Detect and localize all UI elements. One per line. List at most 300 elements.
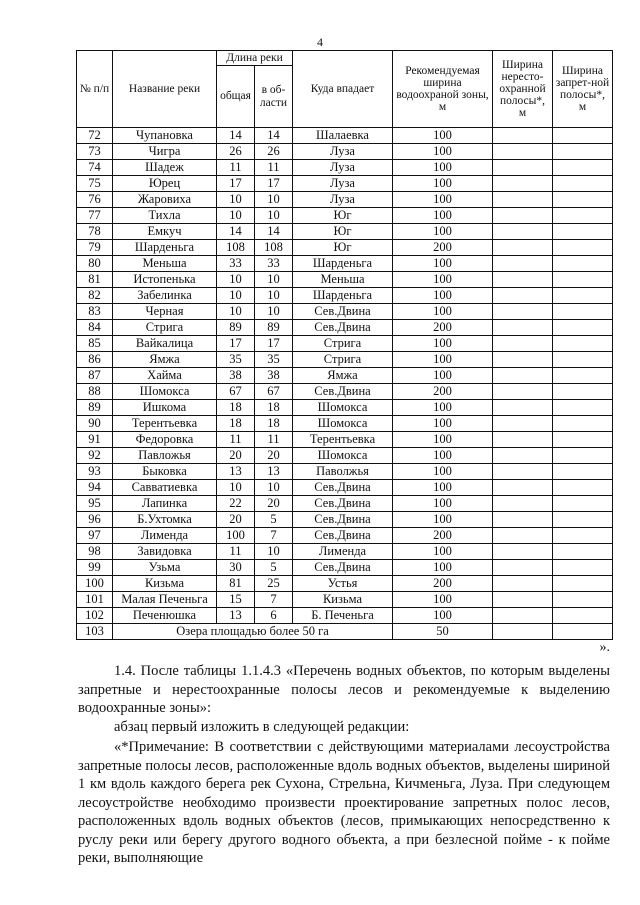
cell-num: 74 bbox=[77, 160, 113, 176]
header-num: № п/п bbox=[77, 51, 113, 128]
cell-num: 80 bbox=[77, 256, 113, 272]
cell-name: Быковка bbox=[113, 464, 217, 480]
cell-forbidden bbox=[553, 592, 613, 608]
cell-length-total: 10 bbox=[217, 208, 255, 224]
cell-mouth: Юг bbox=[293, 240, 393, 256]
cell-length-region: 33 bbox=[255, 256, 293, 272]
cell-num: 87 bbox=[77, 368, 113, 384]
cell-num: 86 bbox=[77, 352, 113, 368]
cell-name: Ямжа bbox=[113, 352, 217, 368]
cell-length-total: 10 bbox=[217, 288, 255, 304]
table-row bbox=[77, 352, 613, 368]
cell-length-total: 10 bbox=[217, 304, 255, 320]
cell-name: Забелинка bbox=[113, 288, 217, 304]
cell-non-protect bbox=[493, 128, 553, 144]
cell-num: 101 bbox=[77, 592, 113, 608]
cell-mouth: Сев.Двина bbox=[293, 320, 393, 336]
cell-non-protect bbox=[493, 208, 553, 224]
cell-num: 88 bbox=[77, 384, 113, 400]
header-name: Название реки bbox=[113, 51, 217, 128]
cell-num: 84 bbox=[77, 320, 113, 336]
cell-length-total: 81 bbox=[217, 576, 255, 592]
cell-zone: 100 bbox=[393, 400, 493, 416]
cell-zone: 100 bbox=[393, 160, 493, 176]
cell-length-region: 18 bbox=[255, 400, 293, 416]
cell-mouth: Ямжа bbox=[293, 368, 393, 384]
cell-length-region: 25 bbox=[255, 576, 293, 592]
cell-zone: 100 bbox=[393, 512, 493, 528]
cell-length-region: 7 bbox=[255, 592, 293, 608]
cell-non-protect bbox=[493, 160, 553, 176]
cell-forbidden bbox=[553, 608, 613, 624]
cell-forbidden bbox=[553, 144, 613, 160]
cell-name: Федоровка bbox=[113, 432, 217, 448]
cell-length-region: 89 bbox=[255, 320, 293, 336]
table-row bbox=[77, 240, 613, 256]
cell-zone: 100 bbox=[393, 304, 493, 320]
cell-num: 103 bbox=[77, 624, 113, 640]
cell-name: Завидовка bbox=[113, 544, 217, 560]
cell-length-region: 10 bbox=[255, 288, 293, 304]
cell-non-protect bbox=[493, 432, 553, 448]
cell-forbidden bbox=[553, 208, 613, 224]
cell-non-protect bbox=[493, 416, 553, 432]
cell-length-region: 38 bbox=[255, 368, 293, 384]
header-forbidden: Ширина запрет-ной полосы*, м bbox=[553, 51, 613, 128]
table-row bbox=[77, 176, 613, 192]
cell-forbidden bbox=[553, 336, 613, 352]
cell-length-total: 11 bbox=[217, 432, 255, 448]
cell-length-total: 15 bbox=[217, 592, 255, 608]
cell-name: Лименда bbox=[113, 528, 217, 544]
table-row bbox=[77, 272, 613, 288]
cell-forbidden bbox=[553, 432, 613, 448]
cell-non-protect bbox=[493, 544, 553, 560]
cell-mouth: Кизьма bbox=[293, 592, 393, 608]
cell-zone: 100 bbox=[393, 496, 493, 512]
cell-zone: 200 bbox=[393, 576, 493, 592]
table-row bbox=[77, 480, 613, 496]
cell-length-total: 67 bbox=[217, 384, 255, 400]
cell-name: Узьма bbox=[113, 560, 217, 576]
cell-name: Юрец bbox=[113, 176, 217, 192]
cell-num: 75 bbox=[77, 176, 113, 192]
cell-name: Кизьма bbox=[113, 576, 217, 592]
cell-zone: 100 bbox=[393, 608, 493, 624]
cell-length-total: 30 bbox=[217, 560, 255, 576]
cell-non-protect bbox=[493, 240, 553, 256]
cell-zone: 200 bbox=[393, 320, 493, 336]
cell-mouth: Сев.Двина bbox=[293, 304, 393, 320]
cell-length-region: 5 bbox=[255, 512, 293, 528]
cell-forbidden bbox=[553, 128, 613, 144]
cell-non-protect bbox=[493, 176, 553, 192]
table-row bbox=[77, 288, 613, 304]
cell-length-region: 17 bbox=[255, 336, 293, 352]
cell-zone: 100 bbox=[393, 176, 493, 192]
cell-forbidden bbox=[553, 576, 613, 592]
cell-zone: 100 bbox=[393, 432, 493, 448]
cell-name: Шадеж bbox=[113, 160, 217, 176]
cell-mouth: Терентьевка bbox=[293, 432, 393, 448]
cell-zone: 200 bbox=[393, 384, 493, 400]
cell-num: 73 bbox=[77, 144, 113, 160]
table-row bbox=[77, 256, 613, 272]
cell-num: 79 bbox=[77, 240, 113, 256]
cell-mouth: Луза bbox=[293, 192, 393, 208]
cell-length-region: 14 bbox=[255, 224, 293, 240]
cell-length-region: 6 bbox=[255, 608, 293, 624]
cell-length-total: 14 bbox=[217, 128, 255, 144]
cell-name: Стрига bbox=[113, 320, 217, 336]
cell-zone: 200 bbox=[393, 528, 493, 544]
cell-length-total: 17 bbox=[217, 176, 255, 192]
cell-num: 76 bbox=[77, 192, 113, 208]
cell-name: Б.Ухтомка bbox=[113, 512, 217, 528]
table-row bbox=[77, 320, 613, 336]
cell-num: 99 bbox=[77, 560, 113, 576]
table-row bbox=[77, 512, 613, 528]
cell-length-total: 22 bbox=[217, 496, 255, 512]
cell-non-protect bbox=[493, 256, 553, 272]
table-row bbox=[77, 608, 613, 624]
cell-length-region: 11 bbox=[255, 432, 293, 448]
cell-zone: 100 bbox=[393, 592, 493, 608]
cell-length-total: 13 bbox=[217, 608, 255, 624]
cell-forbidden bbox=[553, 528, 613, 544]
cell-forbidden bbox=[553, 160, 613, 176]
header-length: Длина реки bbox=[217, 51, 293, 66]
cell-mouth: Луза bbox=[293, 160, 393, 176]
cell-length-total: 10 bbox=[217, 480, 255, 496]
table-row bbox=[77, 560, 613, 576]
table-row bbox=[77, 144, 613, 160]
cell-mouth: Юг bbox=[293, 208, 393, 224]
table-row bbox=[77, 192, 613, 208]
cell-non-protect bbox=[493, 144, 553, 160]
cell-length-region: 10 bbox=[255, 272, 293, 288]
cell-mouth: Шалаевка bbox=[293, 128, 393, 144]
cell-name: Печенюшка bbox=[113, 608, 217, 624]
cell-num: 91 bbox=[77, 432, 113, 448]
cell-zone: 100 bbox=[393, 144, 493, 160]
table-row bbox=[77, 496, 613, 512]
cell-mouth: Стрига bbox=[293, 352, 393, 368]
paragraph-2: абзац первый изложить в следующей редакции: bbox=[114, 719, 410, 735]
cell-zone: 100 bbox=[393, 224, 493, 240]
cell-zone: 100 bbox=[393, 480, 493, 496]
cell-length-total: 13 bbox=[217, 464, 255, 480]
table-row bbox=[77, 464, 613, 480]
cell-zone: 50 bbox=[393, 624, 493, 640]
cell-non-protect bbox=[493, 336, 553, 352]
cell-length-total: 11 bbox=[217, 160, 255, 176]
header-mouth: Куда впадает bbox=[293, 51, 393, 128]
cell-mouth: Луза bbox=[293, 144, 393, 160]
cell-forbidden bbox=[553, 400, 613, 416]
table-row bbox=[77, 368, 613, 384]
cell-forbidden bbox=[553, 288, 613, 304]
table-row bbox=[77, 336, 613, 352]
cell-length-region: 18 bbox=[255, 416, 293, 432]
cell-zone: 100 bbox=[393, 560, 493, 576]
cell-name: Меньша bbox=[113, 256, 217, 272]
cell-name: Шомокса bbox=[113, 384, 217, 400]
cell-length-region: 14 bbox=[255, 128, 293, 144]
cell-num: 82 bbox=[77, 288, 113, 304]
cell-length-region: 10 bbox=[255, 480, 293, 496]
paragraph-3: «*Примечание: В соответствии с действующими материалами лесоустройства запретные полосы лесов, расположенные вдоль водных объектов, выделены шириной 1 км вдоль каждого берега рек Сухона, Стрельна, Кичменьга, Луза. При следующем лесоустройстве необходимо произвести проектирование запретных полос лесов, расположенных вдоль водных объектов (лесов, примыкающих непосредственно к руслу реки или берегу другого водного объекта, а при безлесной пойме - к пойме реки, выполняющие bbox=[78, 739, 610, 866]
cell-length-total: 26 bbox=[217, 144, 255, 160]
cell-length-region: 13 bbox=[255, 464, 293, 480]
cell-length-total: 100 bbox=[217, 528, 255, 544]
cell-num: 85 bbox=[77, 336, 113, 352]
cell-forbidden bbox=[553, 304, 613, 320]
cell-num: 81 bbox=[77, 272, 113, 288]
cell-forbidden bbox=[553, 320, 613, 336]
cell-mouth: Лименда bbox=[293, 544, 393, 560]
header-length-region: в об-ласти bbox=[255, 66, 293, 128]
cell-non-protect bbox=[493, 288, 553, 304]
cell-mouth: Устья bbox=[293, 576, 393, 592]
cell-name: Истопенька bbox=[113, 272, 217, 288]
cell-num: 96 bbox=[77, 512, 113, 528]
cell-zone: 100 bbox=[393, 128, 493, 144]
cell-zone: 100 bbox=[393, 336, 493, 352]
table-row bbox=[77, 576, 613, 592]
cell-mouth: Сев.Двина bbox=[293, 528, 393, 544]
cell-non-protect bbox=[493, 352, 553, 368]
cell-mouth: Сев.Двина bbox=[293, 384, 393, 400]
cell-mouth: Юг bbox=[293, 224, 393, 240]
cell-non-protect bbox=[493, 448, 553, 464]
cell-length-region: 10 bbox=[255, 544, 293, 560]
cell-zone: 100 bbox=[393, 272, 493, 288]
cell-num: 98 bbox=[77, 544, 113, 560]
cell-length-total: 18 bbox=[217, 400, 255, 416]
table-row-lakes bbox=[77, 624, 613, 640]
cell-num: 83 bbox=[77, 304, 113, 320]
table-row bbox=[77, 160, 613, 176]
cell-zone: 100 bbox=[393, 256, 493, 272]
cell-forbidden bbox=[553, 240, 613, 256]
cell-forbidden bbox=[553, 272, 613, 288]
cell-forbidden bbox=[553, 464, 613, 480]
table-row bbox=[77, 432, 613, 448]
header-non-protect: Ширина нересто-охранной полосы*, м bbox=[493, 51, 553, 128]
cell-name: Вайкалица bbox=[113, 336, 217, 352]
cell-name: Шарденьга bbox=[113, 240, 217, 256]
cell-length-region: 35 bbox=[255, 352, 293, 368]
cell-non-protect bbox=[493, 224, 553, 240]
cell-length-total: 14 bbox=[217, 224, 255, 240]
cell-length-region: 5 bbox=[255, 560, 293, 576]
header-zone: Рекомендуемая ширина водоохраной зоны, м bbox=[393, 51, 493, 128]
cell-non-protect bbox=[493, 528, 553, 544]
cell-length-region: 108 bbox=[255, 240, 293, 256]
cell-length-total: 17 bbox=[217, 336, 255, 352]
cell-forbidden bbox=[553, 480, 613, 496]
cell-forbidden bbox=[553, 256, 613, 272]
cell-length-region: 67 bbox=[255, 384, 293, 400]
table-row bbox=[77, 208, 613, 224]
table-row bbox=[77, 224, 613, 240]
cell-zone: 100 bbox=[393, 416, 493, 432]
cell-name: Хайма bbox=[113, 368, 217, 384]
cell-mouth: Паволжья bbox=[293, 464, 393, 480]
table-row bbox=[77, 400, 613, 416]
cell-length-region: 10 bbox=[255, 208, 293, 224]
cell-name: Лапинка bbox=[113, 496, 217, 512]
cell-non-protect bbox=[493, 272, 553, 288]
cell-mouth: Шомокса bbox=[293, 448, 393, 464]
paragraph-1: 1.4. После таблицы 1.1.4.3 «Перечень водных объектов, по которым выделены запретные и нерестоохранные полосы лесов и рекомендуемые к выделению водоохранные зоны»: bbox=[78, 663, 610, 716]
cell-mouth: Б. Печеньга bbox=[293, 608, 393, 624]
cell-length-total: 38 bbox=[217, 368, 255, 384]
cell-name: Терентьевка bbox=[113, 416, 217, 432]
cell-length-total: 10 bbox=[217, 192, 255, 208]
cell-mouth: Шомокса bbox=[293, 400, 393, 416]
table-row bbox=[77, 416, 613, 432]
cell-name: Жаровиха bbox=[113, 192, 217, 208]
cell-zone: 200 bbox=[393, 240, 493, 256]
table-row bbox=[77, 448, 613, 464]
cell-num: 77 bbox=[77, 208, 113, 224]
table-body bbox=[77, 128, 613, 640]
cell-forbidden bbox=[553, 416, 613, 432]
rivers-table bbox=[76, 50, 613, 640]
cell-length-region: 7 bbox=[255, 528, 293, 544]
cell-length-total: 11 bbox=[217, 544, 255, 560]
table-row bbox=[77, 528, 613, 544]
cell-name: Савватиевка bbox=[113, 480, 217, 496]
cell-zone: 100 bbox=[393, 208, 493, 224]
cell-zone: 100 bbox=[393, 352, 493, 368]
cell-zone: 100 bbox=[393, 544, 493, 560]
cell-mouth: Сев.Двина bbox=[293, 480, 393, 496]
cell-non-protect bbox=[493, 464, 553, 480]
cell-forbidden bbox=[553, 352, 613, 368]
cell-length-total: 20 bbox=[217, 448, 255, 464]
cell-length-total: 35 bbox=[217, 352, 255, 368]
cell-length-region: 10 bbox=[255, 192, 293, 208]
cell-num: 78 bbox=[77, 224, 113, 240]
cell-non-protect bbox=[493, 624, 553, 640]
table-row bbox=[77, 304, 613, 320]
cell-forbidden bbox=[553, 224, 613, 240]
cell-name: Чупановка bbox=[113, 128, 217, 144]
cell-name: Малая Печеньга bbox=[113, 592, 217, 608]
cell-mouth: Сев.Двина bbox=[293, 496, 393, 512]
table-row bbox=[77, 544, 613, 560]
page-number: 4 bbox=[317, 35, 323, 49]
table-row bbox=[77, 128, 613, 144]
cell-zone: 100 bbox=[393, 192, 493, 208]
cell-mouth: Луза bbox=[293, 176, 393, 192]
cell-length-region: 20 bbox=[255, 448, 293, 464]
cell-name: Емкуч bbox=[113, 224, 217, 240]
cell-zone: 100 bbox=[393, 448, 493, 464]
cell-non-protect bbox=[493, 512, 553, 528]
cell-zone: 100 bbox=[393, 288, 493, 304]
cell-forbidden bbox=[553, 560, 613, 576]
cell-length-total: 20 bbox=[217, 512, 255, 528]
header-length-total: общая bbox=[217, 66, 255, 128]
cell-name: Чигра bbox=[113, 144, 217, 160]
table-row bbox=[77, 384, 613, 400]
table-row bbox=[77, 592, 613, 608]
cell-mouth: Сев.Двина bbox=[293, 560, 393, 576]
cell-non-protect bbox=[493, 304, 553, 320]
cell-zone: 100 bbox=[393, 368, 493, 384]
cell-non-protect bbox=[493, 592, 553, 608]
cell-zone: 100 bbox=[393, 464, 493, 480]
cell-mouth: Меньша bbox=[293, 272, 393, 288]
cell-mouth: Шарденьга bbox=[293, 288, 393, 304]
cell-length-total: 108 bbox=[217, 240, 255, 256]
cell-num: 94 bbox=[77, 480, 113, 496]
cell-length-total: 10 bbox=[217, 272, 255, 288]
cell-mouth: Шарденьга bbox=[293, 256, 393, 272]
cell-forbidden bbox=[553, 512, 613, 528]
cell-forbidden bbox=[553, 624, 613, 640]
cell-num: 72 bbox=[77, 128, 113, 144]
cell-length-total: 89 bbox=[217, 320, 255, 336]
cell-num: 97 bbox=[77, 528, 113, 544]
cell-mouth: Шомокса bbox=[293, 416, 393, 432]
cell-num: 92 bbox=[77, 448, 113, 464]
cell-num: 93 bbox=[77, 464, 113, 480]
cell-name: Павложья bbox=[113, 448, 217, 464]
cell-mouth: Сев.Двина bbox=[293, 512, 393, 528]
cell-length-region: 26 bbox=[255, 144, 293, 160]
cell-name: Ишкома bbox=[113, 400, 217, 416]
cell-length-region: 11 bbox=[255, 160, 293, 176]
cell-non-protect bbox=[493, 320, 553, 336]
cell-non-protect bbox=[493, 608, 553, 624]
cell-length-total: 33 bbox=[217, 256, 255, 272]
cell-forbidden bbox=[553, 544, 613, 560]
cell-lakes-label: Озера площадью более 50 га bbox=[113, 624, 393, 640]
cell-non-protect bbox=[493, 368, 553, 384]
cell-num: 95 bbox=[77, 496, 113, 512]
cell-forbidden bbox=[553, 368, 613, 384]
cell-length-region: 20 bbox=[255, 496, 293, 512]
cell-non-protect bbox=[493, 400, 553, 416]
cell-forbidden bbox=[553, 192, 613, 208]
cell-forbidden bbox=[553, 496, 613, 512]
cell-forbidden bbox=[553, 448, 613, 464]
cell-non-protect bbox=[493, 480, 553, 496]
cell-non-protect bbox=[493, 384, 553, 400]
cell-forbidden bbox=[553, 176, 613, 192]
cell-non-protect bbox=[493, 576, 553, 592]
closing-quote: ». bbox=[599, 640, 610, 655]
cell-name: Черная bbox=[113, 304, 217, 320]
cell-num: 89 bbox=[77, 400, 113, 416]
cell-length-region: 10 bbox=[255, 304, 293, 320]
cell-num: 102 bbox=[77, 608, 113, 624]
cell-mouth: Стрига bbox=[293, 336, 393, 352]
cell-non-protect bbox=[493, 496, 553, 512]
cell-non-protect bbox=[493, 192, 553, 208]
cell-non-protect bbox=[493, 560, 553, 576]
cell-num: 100 bbox=[77, 576, 113, 592]
cell-length-region: 17 bbox=[255, 176, 293, 192]
cell-forbidden bbox=[553, 384, 613, 400]
cell-num: 90 bbox=[77, 416, 113, 432]
cell-name: Тихла bbox=[113, 208, 217, 224]
